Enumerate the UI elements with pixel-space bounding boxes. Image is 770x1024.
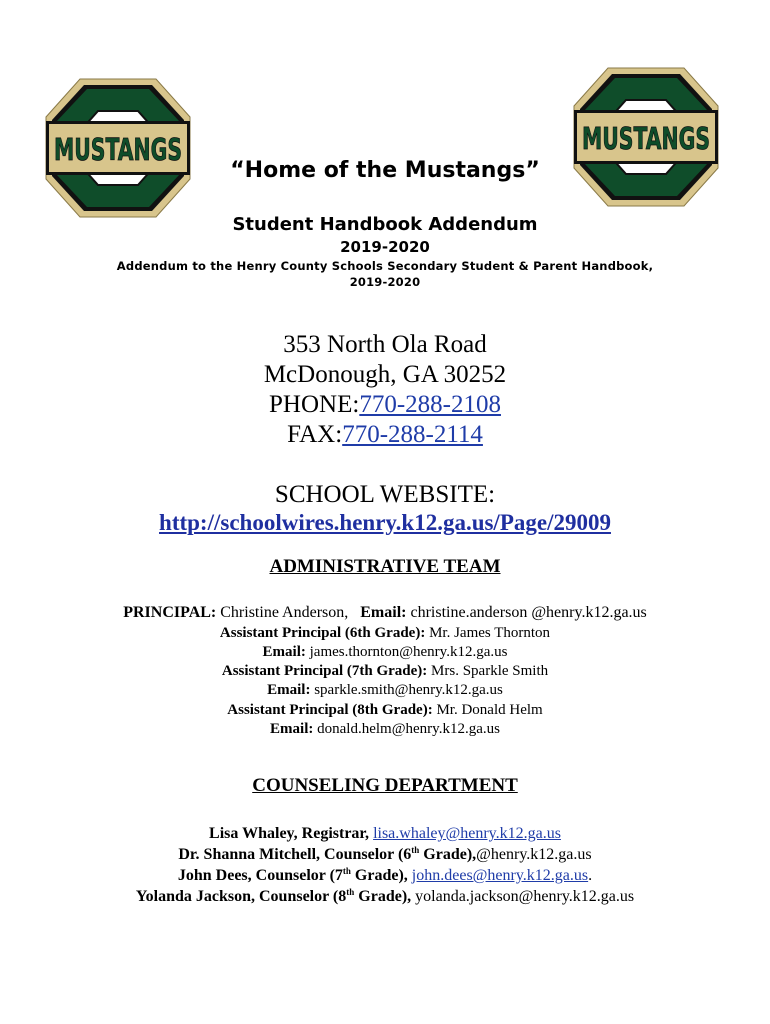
counselor-row-6th: [0, 844, 770, 865]
ap8-label: Assistant Principal (8th Grade):: [227, 702, 433, 718]
counselor-7th-email-link[interactable]: john.dees@henry.k12.ga.us: [411, 867, 589, 884]
motto-heading: “Home of the Mustangs”: [230, 158, 540, 183]
principal-email-label: Email:: [360, 604, 407, 621]
fax-label: FAX:: [287, 421, 343, 448]
website-row: [0, 510, 770, 536]
registrar-email-link[interactable]: lisa.whaley@henry.k12.ga.us: [373, 825, 561, 842]
ap6-email: james.thornton@henry.k12.ga.us: [305, 644, 508, 660]
admin-team-heading: ADMINISTRATIVE TEAM: [269, 556, 501, 577]
counselor-row-7th: [0, 865, 770, 886]
handbook-subtitle-line2: 2019-2020: [349, 275, 421, 289]
ap8-email: donald.helm@henry.k12.ga.us: [313, 721, 500, 737]
ap7-row: [0, 662, 770, 682]
handbook-year: 2019-2020: [340, 238, 430, 256]
address-street: 353 North Ola Road: [283, 331, 487, 358]
principal-name: Christine Anderson,: [216, 604, 349, 621]
mustangs-logo-right: [572, 66, 720, 208]
counselor-6th-label: Dr. Shanna Mitchell, Counselor (6th Grade),: [178, 845, 477, 863]
address-phone: [0, 390, 770, 420]
ap7-label: Assistant Principal (7th Grade):: [221, 663, 428, 679]
address-fax: [0, 420, 770, 450]
phone-label: PHONE:: [269, 391, 360, 418]
logo-wordmark: MUSTANGS: [582, 122, 710, 157]
counseling-heading: COUNSELING DEPARTMENT: [252, 775, 518, 796]
ap7-email-row: [0, 681, 770, 701]
handbook-title: Student Handbook Addendum: [232, 214, 538, 235]
counselor-row-8th: [0, 886, 770, 907]
ap6-row: [0, 624, 770, 644]
ap7-name: Mrs. Sparkle Smith: [427, 663, 549, 679]
counselor-7th-label: John Dees, Counselor (7th Grade),: [177, 866, 408, 884]
handbook-subtitle-line1: Addendum to the Henry County Schools Secondary Student & Parent Handbook,: [116, 259, 654, 273]
ap8-email-label: Email:: [270, 721, 314, 737]
fax-link[interactable]: 770-288-2114: [342, 421, 483, 448]
mustangs-logo-left: [44, 77, 192, 219]
ap6-email-row: [0, 643, 770, 663]
registrar-label: Lisa Whaley, Registrar,: [209, 825, 370, 842]
website-link[interactable]: http://schoolwires.henry.k12.ga.us/Page/29009: [159, 510, 611, 535]
principal-label: PRINCIPAL:: [123, 604, 217, 621]
principal-row: [0, 603, 770, 623]
ap6-name: Mr. James Thornton: [425, 625, 551, 641]
website-label: SCHOOL WEBSITE:: [274, 481, 496, 508]
phone-link[interactable]: 770-288-2108: [359, 391, 501, 418]
counselor-6th-email: @henry.k12.ga.us: [476, 846, 592, 863]
ap8-row: [0, 701, 770, 721]
ap6-label: Assistant Principal (6th Grade):: [219, 625, 426, 641]
address-city: McDonough, GA 30252: [263, 361, 507, 388]
ap8-email-row: [0, 720, 770, 740]
counselor-8th-email: yolanda.jackson@henry.k12.ga.us: [411, 888, 635, 905]
principal-email: christine.anderson @henry.k12.ga.us: [406, 604, 647, 621]
logo-wordmark: MUSTANGS: [54, 133, 182, 168]
ap6-email-label: Email:: [262, 644, 306, 660]
counselor-7th-tail: .: [588, 867, 593, 884]
ap8-name: Mr. Donald Helm: [432, 702, 543, 718]
ap7-email: sparkle.smith@henry.k12.ga.us: [310, 682, 503, 698]
counselor-8th-label: Yolanda Jackson, Counselor (8th Grade),: [135, 887, 412, 905]
counselor-row-registrar: [0, 823, 770, 844]
ap7-email-label: Email:: [267, 682, 311, 698]
